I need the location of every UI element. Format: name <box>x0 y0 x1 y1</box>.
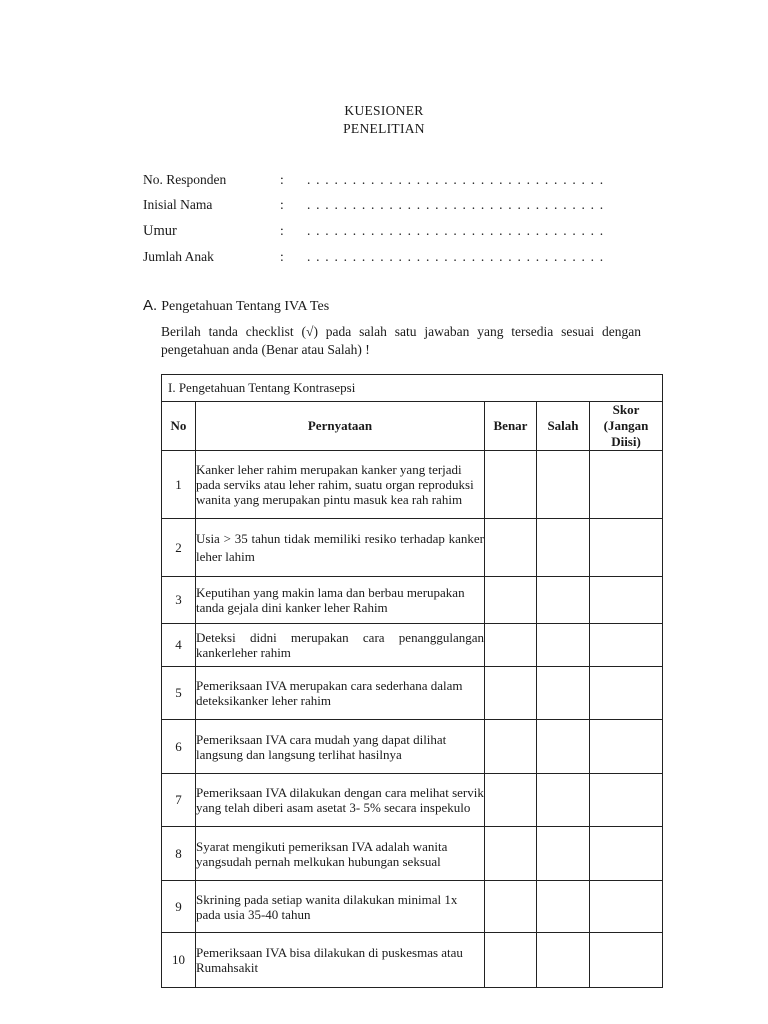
section-title: Pengetahuan Tentang IVA Tes <box>161 299 330 314</box>
field-colon: : <box>280 197 284 212</box>
benar-checkbox-cell[interactable] <box>485 827 537 881</box>
benar-checkbox-cell[interactable] <box>485 720 537 774</box>
table-row <box>162 774 663 827</box>
skor-cell <box>590 933 663 988</box>
skor-cell <box>590 667 663 720</box>
field-label: No. Responden <box>143 172 227 187</box>
questionnaire-table <box>161 374 663 988</box>
table-row <box>162 827 663 881</box>
instruction-text: Berilah tanda checklist (√) pada salah satu jawaban yang tersedia sesuai dengan pengetahuan anda (Benar atau Salah) ! <box>161 324 641 357</box>
row-statement: Keputihan yang makin lama dan berbau merupakan tanda gejala dini kanker leher Rahim <box>196 577 485 624</box>
row-number: 9 <box>162 881 196 933</box>
header-skor-line1: Skor <box>612 402 640 417</box>
section-a-heading <box>143 297 329 315</box>
salah-checkbox-cell[interactable] <box>537 881 590 933</box>
salah-checkbox-cell[interactable] <box>537 624 590 667</box>
row-number: 8 <box>162 827 196 881</box>
salah-checkbox-cell[interactable] <box>537 577 590 624</box>
row-statement: Pemeriksaan IVA bisa dilakukan di puskesmas atau Rumahsakit <box>196 933 485 988</box>
row-statement: Pemeriksaan IVA merupakan cara sederhana dalam deteksikanker leher rahim <box>196 667 485 720</box>
header-no: No <box>162 402 196 451</box>
table-header-row <box>162 402 663 451</box>
salah-checkbox-cell[interactable] <box>537 720 590 774</box>
header-skor-line3: Diisi) <box>611 434 641 449</box>
row-number: 6 <box>162 720 196 774</box>
skor-cell <box>590 451 663 519</box>
salah-checkbox-cell[interactable] <box>537 827 590 881</box>
skor-cell <box>590 881 663 933</box>
benar-checkbox-cell[interactable] <box>485 667 537 720</box>
salah-checkbox-cell[interactable] <box>537 774 590 827</box>
row-number: 4 <box>162 624 196 667</box>
benar-checkbox-cell[interactable] <box>485 519 537 577</box>
row-number: 3 <box>162 577 196 624</box>
benar-checkbox-cell[interactable] <box>485 933 537 988</box>
salah-checkbox-cell[interactable] <box>537 667 590 720</box>
row-statement: Pemeriksaan IVA dilakukan dengan cara melihat servik yang telah diberi asam asetat 3- 5% secara inspekulo <box>196 774 485 827</box>
header-skor-line2: (Jangan <box>603 418 649 433</box>
row-number: 10 <box>162 933 196 988</box>
field-blank: . . . . . . . . . . . . . . . . . . . . . . . . . . . . . . . . . <box>307 172 605 187</box>
salah-checkbox-cell[interactable] <box>537 451 590 519</box>
row-number: 7 <box>162 774 196 827</box>
row-statement: Kanker leher rahim merupakan kanker yang terjadi pada serviks atau leher rahim, suatu organ reproduksi wanita yang merupakan pintu masuk kea rah rahim <box>196 451 485 519</box>
table-row <box>162 933 663 988</box>
row-number: 2 <box>162 519 196 577</box>
skor-cell <box>590 720 663 774</box>
field-label: Umur <box>143 223 177 239</box>
row-statement: Pemeriksaan IVA cara mudah yang dapat dilihat langsung dan langsung terlihat hasilnya <box>196 720 485 774</box>
field-blank: . . . . . . . . . . . . . . . . . . . . . . . . . . . . . . . . . <box>307 249 605 264</box>
header-pernyataan: Pernyataan <box>196 402 485 451</box>
field-colon: : <box>280 249 284 264</box>
row-number: 5 <box>162 667 196 720</box>
row-statement: Syarat mengikuti pemeriksan IVA adalah wanita yangsudah pernah melkukan hubungan seksual <box>196 827 485 881</box>
field-label: Jumlah Anak <box>143 249 214 264</box>
table-row <box>162 667 663 720</box>
benar-checkbox-cell[interactable] <box>485 774 537 827</box>
document-title-line1: KUESIONER <box>344 103 424 118</box>
field-blank: . . . . . . . . . . . . . . . . . . . . . . . . . . . . . . . . . <box>307 223 605 238</box>
benar-checkbox-cell[interactable] <box>485 451 537 519</box>
table-row <box>162 519 663 577</box>
row-number: 1 <box>162 451 196 519</box>
salah-checkbox-cell[interactable] <box>537 933 590 988</box>
table-row <box>162 577 663 624</box>
skor-cell <box>590 774 663 827</box>
section-letter: A. <box>143 297 158 314</box>
document-title-line2: PENELITIAN <box>343 121 425 136</box>
row-statement: Usia > 35 tahun tidak memiliki resiko terhadap kanker leher lahim <box>196 519 485 577</box>
table-row <box>162 881 663 933</box>
row-statement: Skrining pada setiap wanita dilakukan minimal 1x pada usia 35-40 tahun <box>196 881 485 933</box>
benar-checkbox-cell[interactable] <box>485 881 537 933</box>
salah-checkbox-cell[interactable] <box>537 519 590 577</box>
skor-cell <box>590 827 663 881</box>
row-statement: Deteksi didni merupakan cara penanggulangan kankerleher rahim <box>196 624 485 667</box>
header-benar: Benar <box>485 402 537 451</box>
skor-cell <box>590 519 663 577</box>
header-skor <box>590 402 663 451</box>
field-colon: : <box>280 172 284 187</box>
benar-checkbox-cell[interactable] <box>485 577 537 624</box>
table-subtitle: I. Pengetahuan Tentang Kontrasepsi <box>162 375 663 402</box>
field-label: Inisial Nama <box>143 197 213 212</box>
skor-cell <box>590 624 663 667</box>
field-blank: . . . . . . . . . . . . . . . . . . . . . . . . . . . . . . . . . <box>307 197 605 212</box>
table-row <box>162 720 663 774</box>
field-colon: : <box>280 223 284 238</box>
benar-checkbox-cell[interactable] <box>485 624 537 667</box>
skor-cell <box>590 577 663 624</box>
table-row <box>162 624 663 667</box>
header-salah: Salah <box>537 402 590 451</box>
table-row <box>162 451 663 519</box>
